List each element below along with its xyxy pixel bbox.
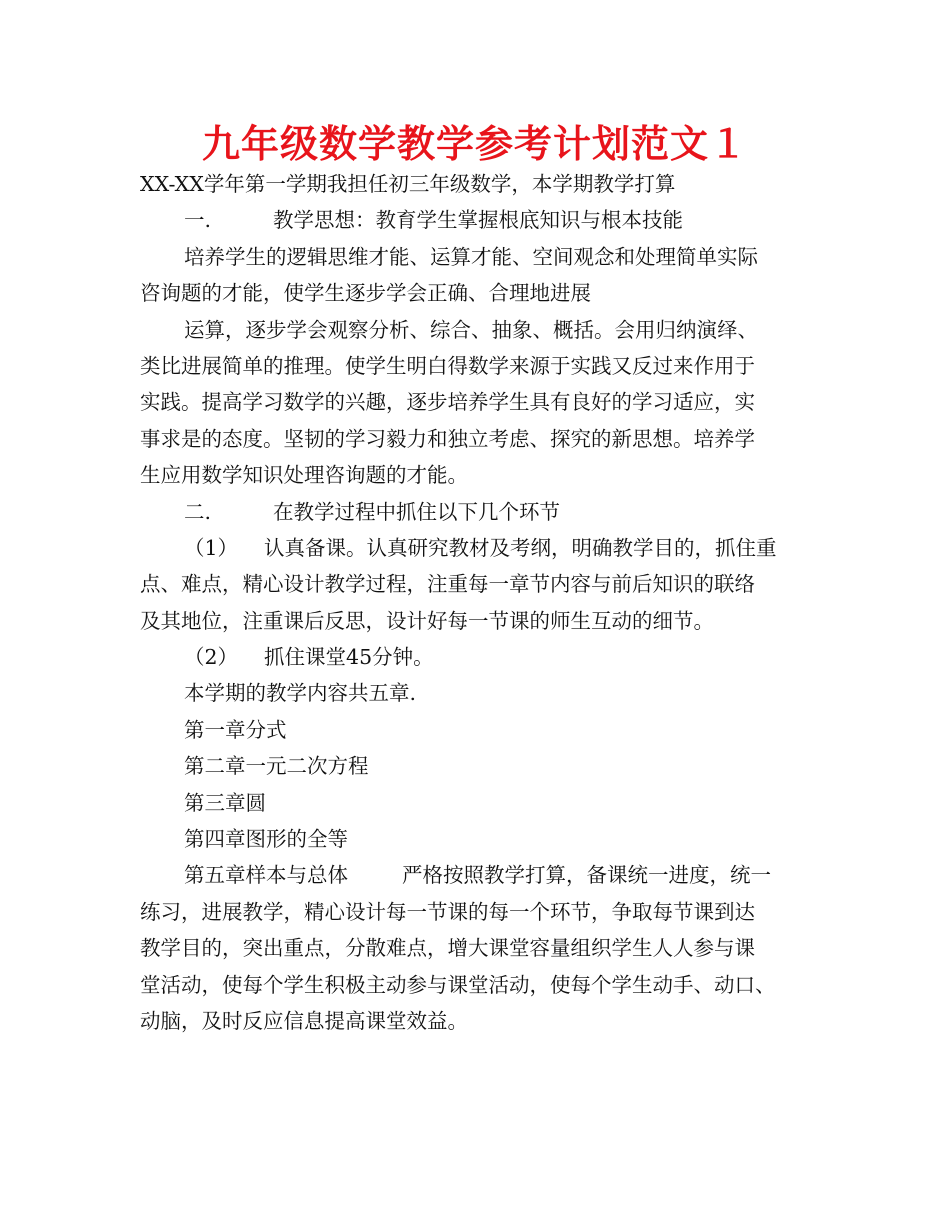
paragraph-line: 类比进展简单的推理。使学生明白得数学来源于实践又反过来作用于: [140, 353, 755, 378]
section-number: 一.: [184, 208, 212, 233]
chapter-item: 第三章圆: [184, 790, 266, 815]
paragraph-line: 咨询题的才能，使学生逐步学会正确、合理地进展: [140, 281, 591, 306]
list-item-1: [140, 530, 830, 566]
document-title: 九年级数学教学参考计划范文１: [201, 122, 748, 166]
list-item-text: 认真备课。认真研究教材及考纲，明确教学目的，抓住重: [264, 535, 777, 560]
chapter-item-with-text: [140, 857, 830, 893]
paragraph-line: 生应用数学知识处理咨询题的才能。: [140, 463, 468, 488]
paragraph-line: XX-XX学年第一学期我担任初三年级数学，本学期教学打算: [140, 172, 676, 196]
section-number: 二.: [184, 499, 212, 524]
paragraph-line: 本学期的教学内容共五章.: [184, 681, 417, 706]
paragraph-line: 实践。提高学习数学的兴趣，逐步培养学生具有良好的学习适应，实: [140, 390, 755, 415]
paragraph-line: 及其地位，注重课后反思，设计好每一节课的师生互动的细节。: [140, 608, 714, 633]
paragraph-line: 事求是的态度。坚韧的学习毅力和独立考虑、探究的新思想。培养学: [140, 426, 755, 451]
paragraph-line: 点、难点，精心设计教学过程，注重每一章节内容与前后知识的联络: [140, 572, 755, 597]
paragraph-text: 严格按照教学打算，备课统一进度，统一: [402, 863, 771, 888]
section-heading-text: 在教学过程中抓住以下几个环节: [273, 499, 561, 524]
list-item-text: 抓住课堂45分钟。: [264, 645, 434, 670]
section-heading-text: 教学思想：教育学生掌握根底知识与根本技能: [273, 208, 684, 233]
chapter-item: 第四章图形的全等: [184, 827, 348, 852]
paragraph-line: 练习，进展教学，精心设计每一节课的每一个环节，争取每节课到达: [140, 899, 755, 924]
paragraph-line: 堂活动，使每个学生积极主动参与课堂活动，使每个学生动手、动口、: [140, 972, 776, 997]
chapter-item: 第一章分式: [184, 717, 287, 742]
chapter-item: 第五章样本与总体: [184, 863, 348, 888]
paragraph-line: 运算，逐步学会观察分析、综合、抽象、概括。会用归纳演绎、: [184, 317, 758, 342]
paragraph-line: 教学目的，突出重点，分散难点，增大课堂容量组织学生人人参与课: [140, 936, 755, 961]
paragraph-line: 动脑，及时反应信息提高课堂效益。: [140, 1008, 468, 1033]
chapter-item: 第二章一元二次方程: [184, 754, 369, 779]
list-number: （1）: [184, 535, 239, 560]
section-heading-1: [140, 202, 830, 238]
list-item-2: [140, 639, 830, 675]
list-number: （2）: [184, 645, 239, 670]
section-heading-2: [140, 494, 830, 530]
paragraph-line: 培养学生的逻辑思维才能、运算才能、空间观念和处理简单实际: [184, 244, 758, 269]
document-body: [140, 166, 830, 1039]
